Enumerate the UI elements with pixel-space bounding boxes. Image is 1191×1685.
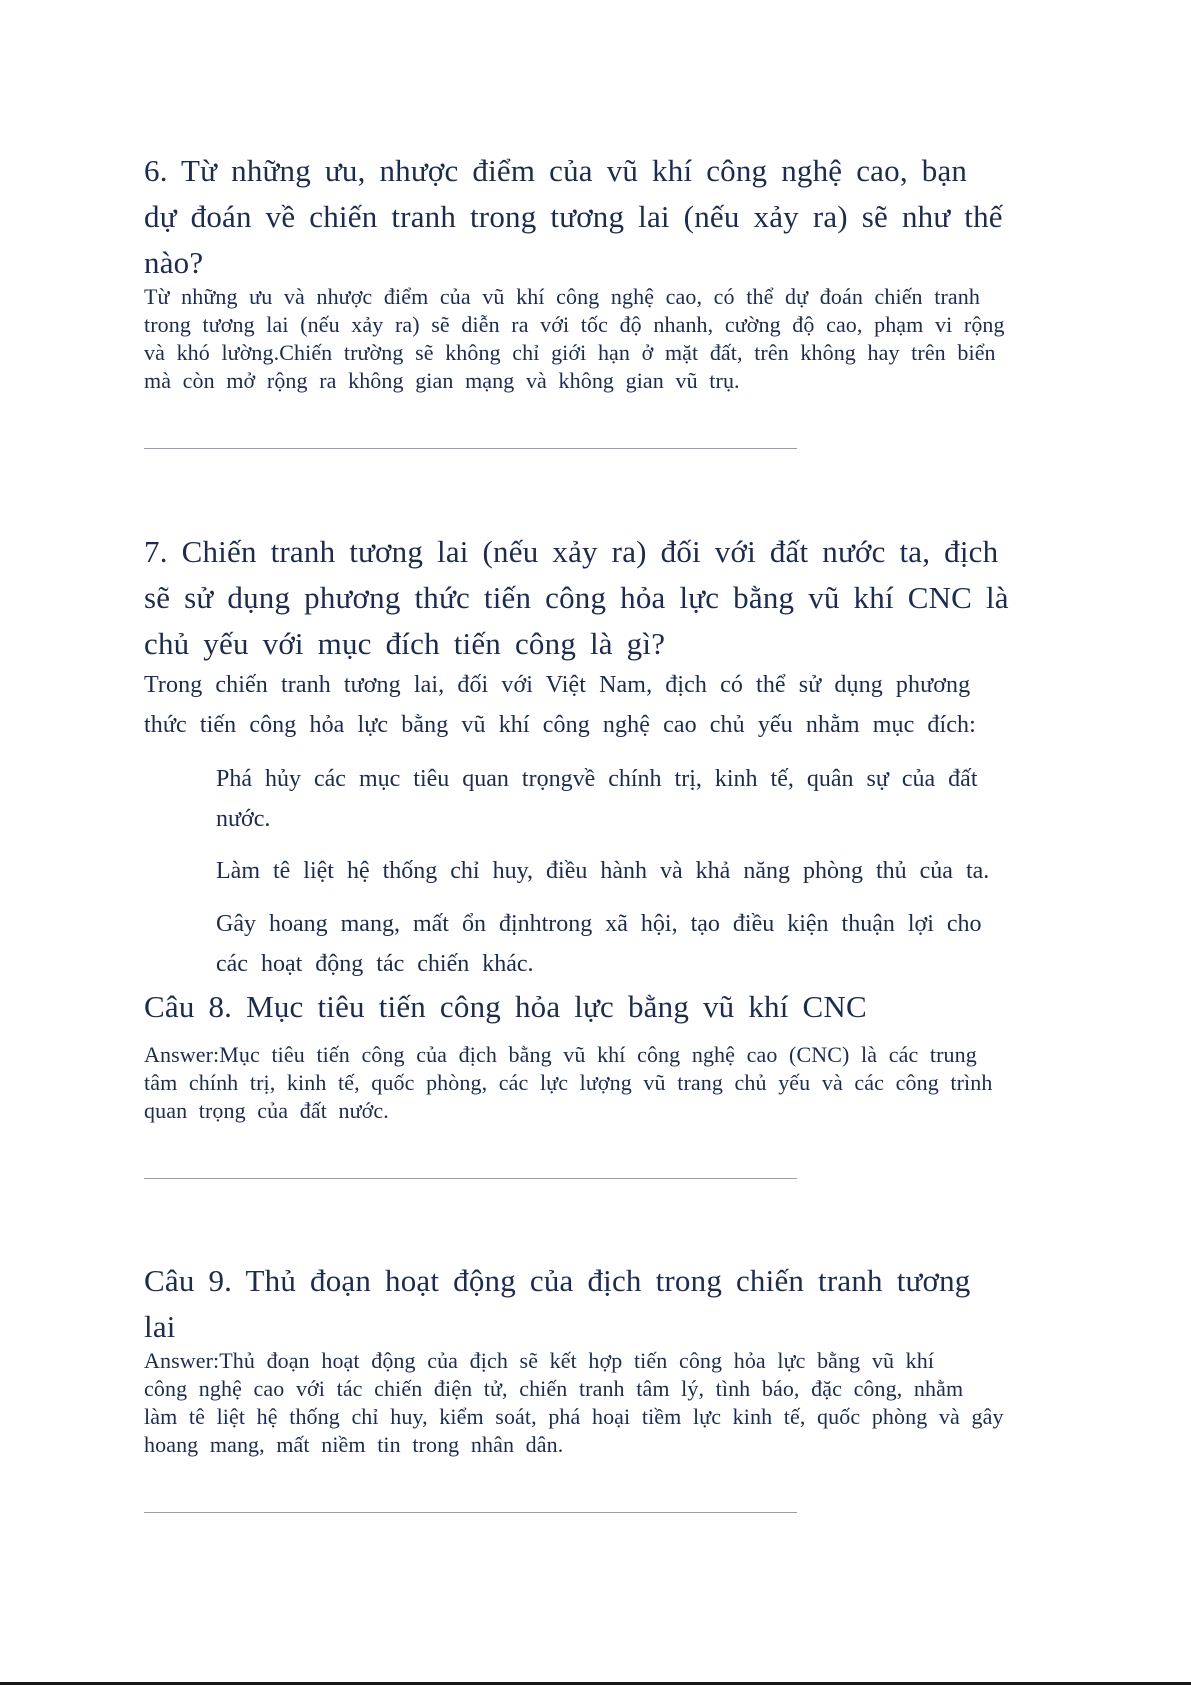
q6-heading-line-3: nào?	[144, 245, 204, 280]
q8-answer-line-3: quan trọng của đất nước.	[144, 1098, 389, 1123]
section-divider	[144, 1178, 797, 1179]
q7-heading-line-1: 7. Chiến tranh tương lai (nếu xảy ra) đối với đất nước ta, địch	[144, 534, 999, 569]
q8-heading: Câu 8. Mục tiêu tiến công hỏa lực bằng vũ khí CNC	[144, 989, 867, 1024]
q6-heading-line-2: dự đoán về chiến tranh trong tương lai (nếu xảy ra) sẽ như thế	[144, 199, 1003, 234]
q7-heading-line-2: sẽ sử dụng phương thức tiến công hỏa lực bằng vũ khí CNC là	[144, 580, 1009, 615]
q7-bullet-2-line-1: Làm tê liệt hệ thống chỉ huy, điều hành và khả năng phòng thủ của ta.	[216, 858, 990, 884]
q6-heading-line-1: 6. Từ những ưu, nhược điểm của vũ khí công nghệ cao, bạn	[144, 153, 968, 188]
q6-answer-line-4: mà còn mở rộng ra không gian mạng và không gian vũ trụ.	[144, 368, 740, 393]
q9-answer-line-3: làm tê liệt hệ thống chỉ huy, kiểm soát, phá hoại tiềm lực kinh tế, quốc phòng và gây	[144, 1404, 1004, 1429]
q9-answer-line-4: hoang mang, mất niềm tin trong nhân dân.	[144, 1432, 564, 1457]
q9-heading-line-1: Câu 9. Thủ đoạn hoạt động của địch trong chiến tranh tương	[144, 1263, 971, 1298]
q7-bullet-1-line-1: Phá hủy các mục tiêu quan trọngvề chính trị, kinh tế, quân sự của đất	[216, 766, 978, 792]
section-divider	[144, 1512, 797, 1513]
q8-answer-line-1: Answer:Mục tiêu tiến công của địch bằng vũ khí công nghệ cao (CNC) là các trung	[144, 1042, 977, 1067]
q6-answer-line-1: Từ những ưu và nhược điểm của vũ khí công nghệ cao, có thể dự đoán chiến tranh	[144, 284, 980, 309]
section-divider	[144, 448, 797, 449]
q9-answer-line-1: Answer:Thủ đoạn hoạt động của địch sẽ kết hợp tiến công hỏa lực bằng vũ khí	[144, 1348, 935, 1373]
q7-bullet-3-line-2: các hoạt động tác chiến khác.	[216, 951, 534, 977]
q9-answer-line-2: công nghệ cao với tác chiến điện tử, chiến tranh tâm lý, tình báo, đặc công, nhằm	[144, 1376, 964, 1401]
q8-answer-line-2: tâm chính trị, kinh tế, quốc phòng, các lực lượng vũ trang chủ yếu và các công trình	[144, 1070, 993, 1095]
q7-bullet-1-line-2: nước.	[216, 806, 271, 832]
q6-answer-line-2: trong tương lai (nếu xảy ra) sẽ diễn ra với tốc độ nhanh, cường độ cao, phạm vi rộng	[144, 312, 1005, 337]
q9-heading-line-2: lai	[144, 1309, 176, 1344]
q7-intro-line-1: Trong chiến tranh tương lai, đối với Việt Nam, địch có thể sử dụng phương	[144, 672, 971, 698]
q6-answer-line-3: và khó lường.Chiến trường sẽ không chỉ giới hạn ở mặt đất, trên không hay trên biển	[144, 340, 996, 365]
q7-intro-line-2: thức tiến công hỏa lực bằng vũ khí công nghệ cao chủ yếu nhằm mục đích:	[144, 712, 976, 738]
q7-bullet-3-line-1: Gây hoang mang, mất ổn địnhtrong xã hội, tạo điều kiện thuận lợi cho	[216, 911, 982, 937]
q7-heading-line-3: chủ yếu với mục đích tiến công là gì?	[144, 626, 666, 661]
